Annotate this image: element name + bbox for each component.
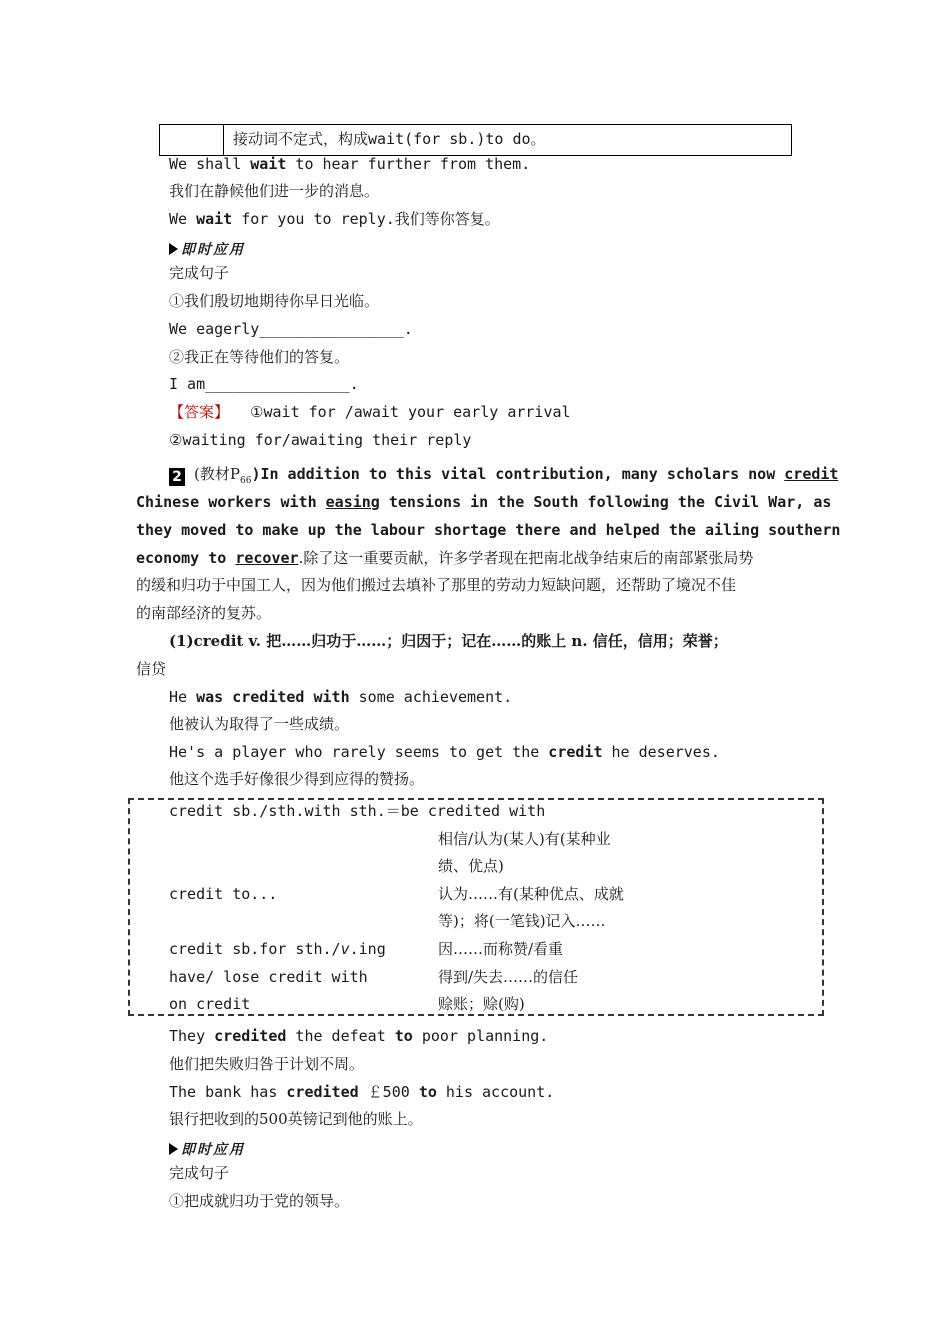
definition-line-2: 信贷 [136, 660, 167, 678]
underlined-word: credit [784, 465, 839, 483]
example-credit-1: He was credited with some achievement. [169, 688, 513, 706]
item2-line-4: economy to recover.除了这一重要贡献，许多学者现在把南北战争结束后的南部紧张局势 [136, 549, 754, 567]
triangle-icon [169, 243, 178, 255]
phrase-5-meaning: 赊账；赊(购) [438, 995, 525, 1013]
example-wait-1-translation: 我们在静候他们进一步的消息。 [169, 182, 380, 200]
definition-line-1: (1)credit v. 把……归功于……；归因于；记在……的账上 n. 信任，信用；荣誉； [169, 632, 728, 650]
example-credit-2: He's a player who rarely seems to get the credit he deserves. [169, 743, 720, 761]
item2-line-5: 的缓和归功于中国工人，因为他们搬过去填补了那里的劳动力短缺问题，还帮助了境况不佳 [136, 576, 737, 594]
practice-2-question-1: ①把成就归功于党的领导。 [169, 1192, 350, 1210]
phrase-1-meaning-b: 绩、优点) [438, 857, 504, 875]
phrase-3: credit sb.for sth./v.ing [169, 940, 386, 958]
example-credit-3: They credited the defeat to poor planning. [169, 1027, 549, 1045]
practice-blank-2: I am________________. [169, 375, 359, 393]
item-number-badge: 2 [169, 468, 185, 486]
phrase-3-meaning: 因……而称赞/看重 [438, 940, 564, 958]
table-right-cell [233, 129, 546, 149]
phrase-2-meaning-a: 认为……有(某种优点、成就 [438, 885, 624, 903]
example-wait-1: We shall wait to hear further from them. [169, 155, 531, 173]
practice-label: 即时应用 [169, 239, 245, 259]
phrase-1: credit sb./sth.with sth.＝be credited with [169, 802, 546, 820]
practice-question-1: ①我们殷切地期待你早日光临。 [169, 292, 380, 310]
phrase-1-meaning-a: 相信/认为(某人)有(某种业 [438, 830, 611, 848]
example-wait-2: We wait for you to reply.我们等你答复。 [169, 210, 500, 228]
example-credit-4: The bank has credited ￡500 to his account. [169, 1083, 555, 1101]
practice-blank-1: We eagerly________________. [169, 320, 413, 338]
item2-line-1: 2 (教材$P_{66})In$ addition to this vital contribution, many scholars now credit [169, 460, 838, 495]
item2-line-3: they moved to make up the labour shortage there and helped the ailing southern [136, 521, 841, 539]
answer-line-2: ②waiting for/awaiting their reply [169, 431, 472, 449]
usage-table [159, 124, 792, 156]
phrase-5: on credit [169, 995, 251, 1013]
item2-line-6: 的南部经济的复苏。 [136, 604, 272, 622]
table-left-cell [160, 125, 224, 155]
phrase-4-meaning: 得到/失去……的信任 [438, 968, 579, 986]
practice-heading: 完成句子 [169, 264, 230, 282]
phrase-4: have/ lose credit with [169, 968, 368, 986]
keyword: credit [548, 743, 603, 761]
triangle-icon [169, 1143, 178, 1155]
keyword: wait [250, 155, 287, 173]
answer-line-1: 【答案】 ①wait for /await your early arrival [169, 403, 571, 421]
underlined-word: easing [325, 493, 380, 511]
phrase-2-meaning-b: 等)；将(一笔钱)记入…… [438, 912, 606, 930]
example-credit-2-translation: 他这个选手好像很少得到应得的赞扬。 [169, 770, 425, 788]
item2-line-2: Chinese workers with easing tensions in the South following the Civil War, as [136, 493, 832, 511]
example-credit-1-translation: 他被认为取得了一些成绩。 [169, 715, 350, 733]
keyword: wait [196, 210, 233, 228]
practice-label-2: 即时应用 [169, 1139, 245, 1159]
example-credit-3-translation: 他们把失败归咎于计划不周。 [169, 1055, 365, 1073]
underlined-word: recover [235, 549, 299, 567]
phrase-2: credit to... [169, 885, 278, 903]
example-credit-4-translation: 银行把收到的500英镑记到他的账上。 [169, 1110, 423, 1128]
table-cell-text: 接动词不定式，构成wait(for sb.)to do。 [233, 130, 546, 148]
answer-tag: 【答案】 [169, 403, 230, 421]
keyword: was credited with [196, 688, 350, 706]
practice-question-2: ②我正在等待他们的答复。 [169, 348, 350, 366]
practice-2-heading: 完成句子 [169, 1164, 230, 1182]
